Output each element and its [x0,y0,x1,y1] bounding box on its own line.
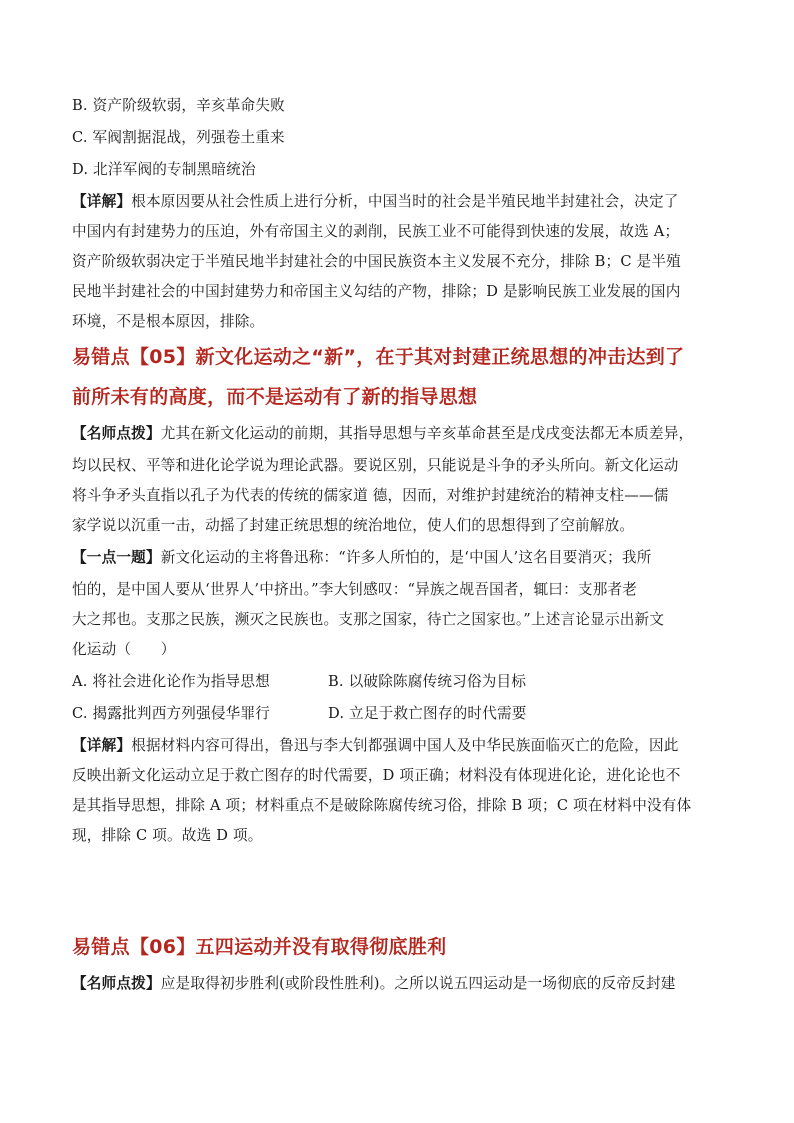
option-c: C. 军阀割据混战，列强卷土重来 [72,129,285,146]
option-d: D. 北洋军阀的专制黑暗统治 [72,161,256,178]
explain-paragraph-line: 是其指导思想，排除 A 项；材料重点不是破除陈腐传统习俗，排除 B 项；C 项在材料中没有体 [72,797,692,814]
section-heading: 易错点【05】新文化运动之“新”，在于其对封建正统思想的冲击达到了 [72,346,685,368]
explain-tag: 【详解】 [72,737,132,754]
tip-paragraph-line: 均以民权、平等和进化论学说为理论武器。要说区别，只能说是斗争的矛头所向。新文化运动 [72,457,679,474]
explain-paragraph-line: 【详解】根据材料内容可得出，鲁迅与李大钊都强调中国人及中华民族面临灭亡的危险，因此 [72,737,679,754]
question-line: 化运动（ ） [72,641,176,658]
question-line: 大之邦也。支那之民族，濒灭之民族也。支那之国家，待亡之国家也。”上述言论显示出新文 [72,611,665,628]
option-d: D. 立足于救亡图存的时代需要 [328,705,527,722]
question-line: 【一点一题】新文化运动的主将鲁迅称：“许多人所怕的，是‘中国人’这名目要消灭；我所 [72,549,652,566]
explain-paragraph-line: 资产阶级软弱决定于半殖民地半封建社会的中国民族资本主义发展不充分，排除 B；C 是半殖 [72,253,681,270]
explain-paragraph-line: 环境，不是根本原因，排除。 [72,313,265,330]
tip-paragraph-line: 家学说以沉重一击，动摇了封建正统思想的统治地位，使人们的思想得到了空前解放。 [72,517,635,534]
option-b: B. 资产阶级软弱，辛亥革命失败 [72,97,285,114]
option-c: C. 揭露批判西方列强侵华罪行 [72,705,271,722]
question-tag: 【一点一题】 [72,549,161,566]
question-line: 怕的，是中国人要从‘世界人’中挤出。”李大钊感叹：“异族之觇吾国者，辄曰：支那者老 [72,581,638,598]
tip-tag: 【名师点拨】 [72,975,161,992]
section-heading: 易错点【06】五四运动并没有取得彻底胜利 [72,936,447,958]
explain-paragraph-line: 【详解】根本原因要从社会性质上进行分析，中国当时的社会是半殖民地半封建社会，决定了 [72,193,679,210]
tip-tag: 【名师点拨】 [72,425,161,442]
tip-paragraph-line: 【名师点拨】尤其在新文化运动的前期，其指导思想与辛亥革命甚至是戊戌变法都无本质差异， [72,425,694,442]
explain-paragraph-line: 中国内有封建势力的压迫，外有帝国主义的剥削，民族工业不可能得到快速的发展，故选 A； [72,223,680,240]
explain-tag: 【详解】 [72,193,132,210]
explain-paragraph-line: 反映出新文化运动立足于救亡图存的时代需要，D 项正确；材料没有体现进化论，进化论也不 [72,767,681,784]
explain-paragraph-line: 民地半封建社会的中国封建势力和帝国主义勾结的产物，排除；D 是影响民族工业发展的国内 [72,283,681,300]
option-b: B. 以破除陈腐传统习俗为目标 [328,673,527,690]
option-a: A. 将社会进化论作为指导思想 [72,673,270,690]
section-heading: 前所未有的高度，而不是运动有了新的指导思想 [72,386,478,408]
tip-paragraph-line: 将斗争矛头直指以孔子为代表的传统的儒家道 德，因而，对维护封建统治的精神支柱——儒 [72,487,669,504]
tip-paragraph-line: 【名师点拨】应是取得初步胜利(或阶段性胜利)。之所以说五四运动是一场彻底的反帝反封建 [72,975,676,992]
explain-paragraph-line: 现，排除 C 项。故选 D 项。 [72,827,263,844]
